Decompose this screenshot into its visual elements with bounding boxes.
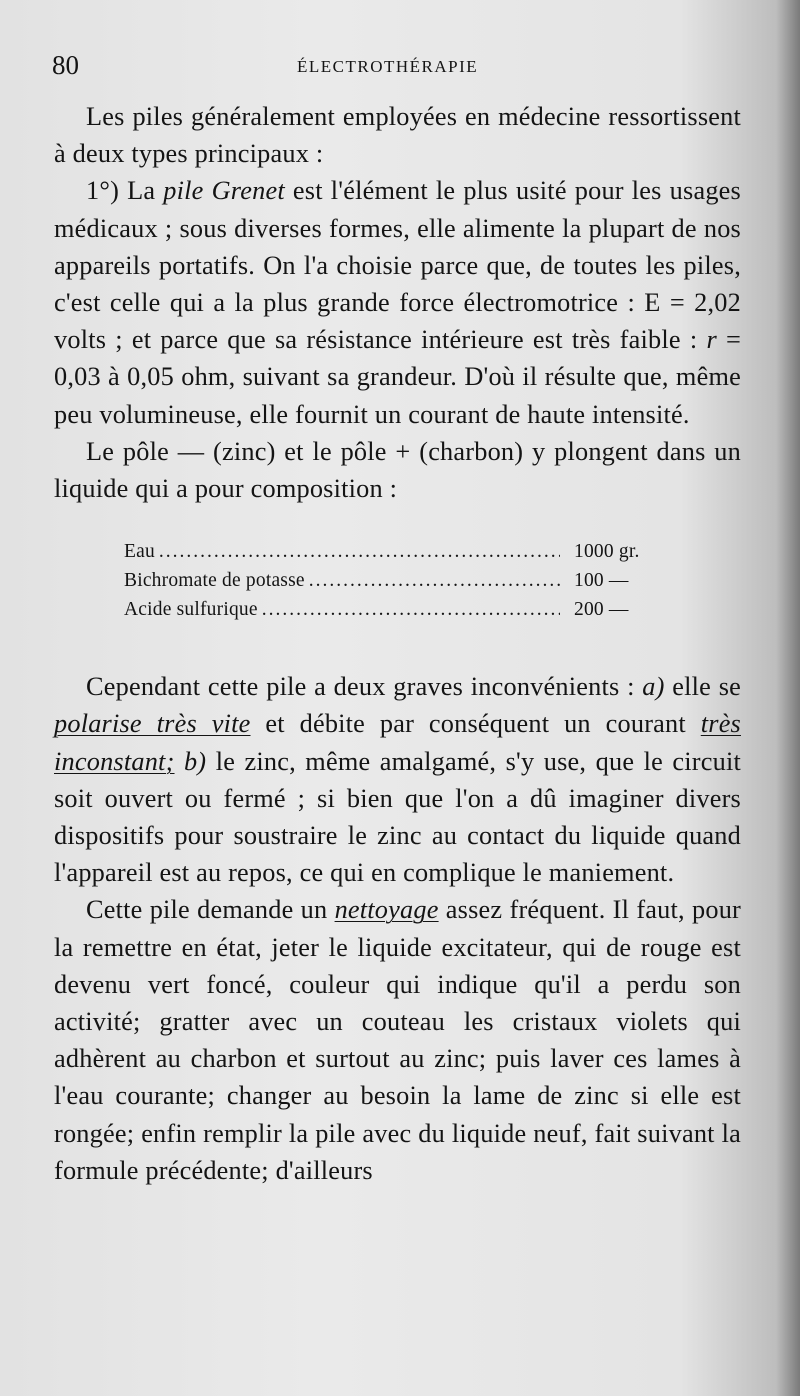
ingredient-name: Acide sulfurique (124, 599, 258, 621)
paragraph-inconvenients-end: le zinc, même amalgamé, s'y use, que le circuit soit ouvert ou fermé ; si bien que l'on a dû imaginer divers dispositifs pour soustraire le zinc au contact du liquide quand l'appareil est au repos, ce qui en complique le maniement. (54, 746, 741, 888)
composition-row (124, 537, 674, 566)
paragraph-poles (54, 433, 741, 507)
paragraph-nettoyage-end: assez fréquent. Il faut, pour la remettre en état, jeter le liquide excitateur, qui de rouge est devenu vert foncé, couleur qui indique qu'il a perdu son activité; gratter avec un couteau les cristaux violets qui adhèrent au charbon et surtout au zinc; puis laver ces lames à l'eau courante; changer au besoin la lame de zinc si elle est rongée; enfin remplir la pile avec du liquide neuf, fait suivant la formule précédente; d'ailleurs (54, 895, 741, 1185)
composition-row (124, 566, 674, 595)
leader-dots (159, 537, 560, 566)
composition-row (124, 595, 674, 624)
nettoyage-term: nettoyage (334, 895, 439, 925)
page-header (52, 50, 770, 90)
paragraph-inconvenients-mid1: elle se (664, 672, 741, 702)
ingredient-quantity: 200 — (574, 599, 629, 621)
inconstant-term: très inconstant; (54, 709, 741, 776)
ingredient-quantity: 100 — (574, 570, 629, 592)
ingredient-name: Eau (124, 541, 155, 563)
running-title: ÉLECTROTHÉRAPIE (297, 57, 479, 76)
page-number: 80 (52, 50, 79, 80)
pile-grenet-term: pile Grenet (163, 176, 285, 206)
paragraph-pile-grenet-prefix: 1°) La (86, 176, 164, 206)
paragraph-intro (54, 98, 741, 172)
leader-dots (262, 595, 560, 624)
paragraph-inconvenients-start: Cependant cette pile a deux graves inconvénients : (86, 672, 643, 702)
paragraph-intro-text: Les piles généralement employées en médecine ressortissent à deux types principaux : (54, 102, 741, 169)
body-text (54, 98, 741, 1189)
polarise-term: polarise très vite (54, 709, 251, 739)
paragraph-pile-grenet-text-b: = 0,03 à 0,05 ohm, suivant sa grandeur. D'où il résulte que, même peu volumineuse, elle fournit un courant de haute intensité. (54, 325, 741, 429)
leader-dots (309, 566, 560, 595)
item-label-b: b) (174, 746, 207, 776)
paragraph-pile-grenet-text-a: est l'élément le plus usité pour les usages médicaux ; sous diverses formes, elle alimente la plupart de nos appareils portatifs. On l'a choisie parce que, de toutes les piles, c'est celle qui a la plus grande force électromotrice : E = 2,02 volts ; et parce que sa résistance intérieure est très faible : (54, 176, 741, 355)
paragraph-nettoyage-start: Cette pile demande un (86, 895, 335, 925)
paragraph-nettoyage (54, 891, 741, 1189)
paragraph-poles-text: Le pôle — (zinc) et le pôle + (charbon) y plongent dans un liquide qui a pour composition : (54, 436, 741, 504)
paragraph-inconvenients-mid2: et débite par conséquent un courant (250, 709, 701, 739)
ingredient-quantity: 1000 gr. (574, 541, 640, 563)
ingredient-name: Bichromate de potasse (124, 570, 305, 592)
paragraph-pile-grenet (54, 172, 741, 432)
item-label-a: a) (642, 672, 665, 702)
resistance-symbol: r (706, 325, 717, 355)
composition-table (124, 537, 674, 624)
paragraph-inconvenients (54, 668, 741, 891)
